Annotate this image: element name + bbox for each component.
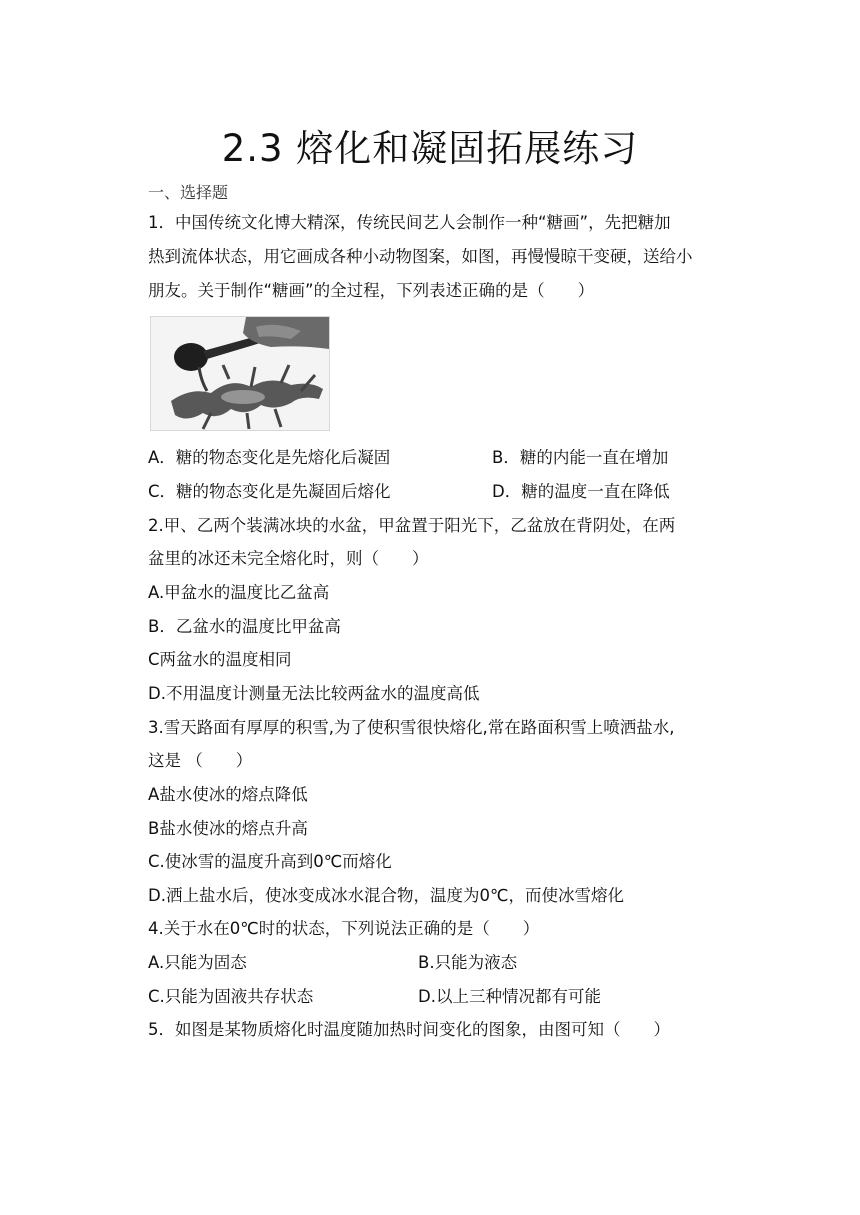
question-4-option-c: C.只能为固液共存状态 [148,987,314,1006]
question-3-option-a: A盐水使冰的熔点降低 [148,785,308,804]
question-1-option-c: C．糖的物态变化是先凝固后熔化 [148,482,391,501]
page-title: 2.3 熔化和凝固拓展练习 [221,127,639,170]
question-1-line-1: 1．中国传统文化博大精深，传统民间艺人会制作一种“糖画”，先把糖加 [148,213,671,232]
question-1-line-3: 朋友。关于制作“糖画”的全过程，下列表述正确的是（ ） [148,281,595,300]
sugar-painting-photo [150,316,330,431]
question-2-option-b: B．乙盆水的温度比甲盆高 [148,617,341,636]
question-2-line-1: 2.甲、乙两个装满冰块的水盆，甲盆置于阳光下，乙盆放在背阴处，在两 [148,516,676,535]
question-3-option-b: B盐水使冰的熔点升高 [148,819,308,838]
question-2-option-d: D.不用温度计测量无法比较两盆水的温度高低 [148,684,480,703]
question-1-line-2: 热到流体状态，用它画成各种小动物图案，如图，再慢慢晾干变硬，送给小 [148,247,693,266]
question-3-option-d: D.洒上盐水后，使冰变成冰水混合物，温度为0℃，而使冰雪熔化 [148,886,624,905]
question-4-option-d: D.以上三种情况都有可能 [418,987,601,1006]
question-4-line-1: 4.关于水在0℃时的状态，下列说法正确的是（ ） [148,919,540,938]
section-heading: 一、选择题 [148,183,229,202]
question-3-line-1: 3.雪天路面有厚厚的积雪,为了使积雪很快熔化,常在路面积雪上喷洒盐水, [148,718,675,737]
question-4-option-a: A.只能为固态 [148,953,247,972]
question-2-option-c: C两盆水的温度相同 [148,650,292,669]
question-2-option-a: A.甲盆水的温度比乙盆高 [148,583,330,602]
question-4-option-b: B.只能为液态 [418,953,518,972]
question-5-line-1: 5．如图是某物质熔化时温度随加热时间变化的图象，由图可知（ ） [148,1020,670,1039]
question-1-option-a: A．糖的物态变化是先熔化后凝固 [148,448,391,467]
question-3-option-c: C.使冰雪的温度升高到0℃而熔化 [148,852,392,871]
question-3-line-2: 这是 （ ） [148,751,253,770]
sugar-painting-illustration [151,317,329,430]
question-1-option-b: B．糖的内能一直在增加 [492,448,669,467]
question-2-line-2: 盆里的冰还未完全熔化时，则（ ） [148,549,429,568]
question-1-option-d: D．糖的温度一直在降低 [492,482,670,501]
